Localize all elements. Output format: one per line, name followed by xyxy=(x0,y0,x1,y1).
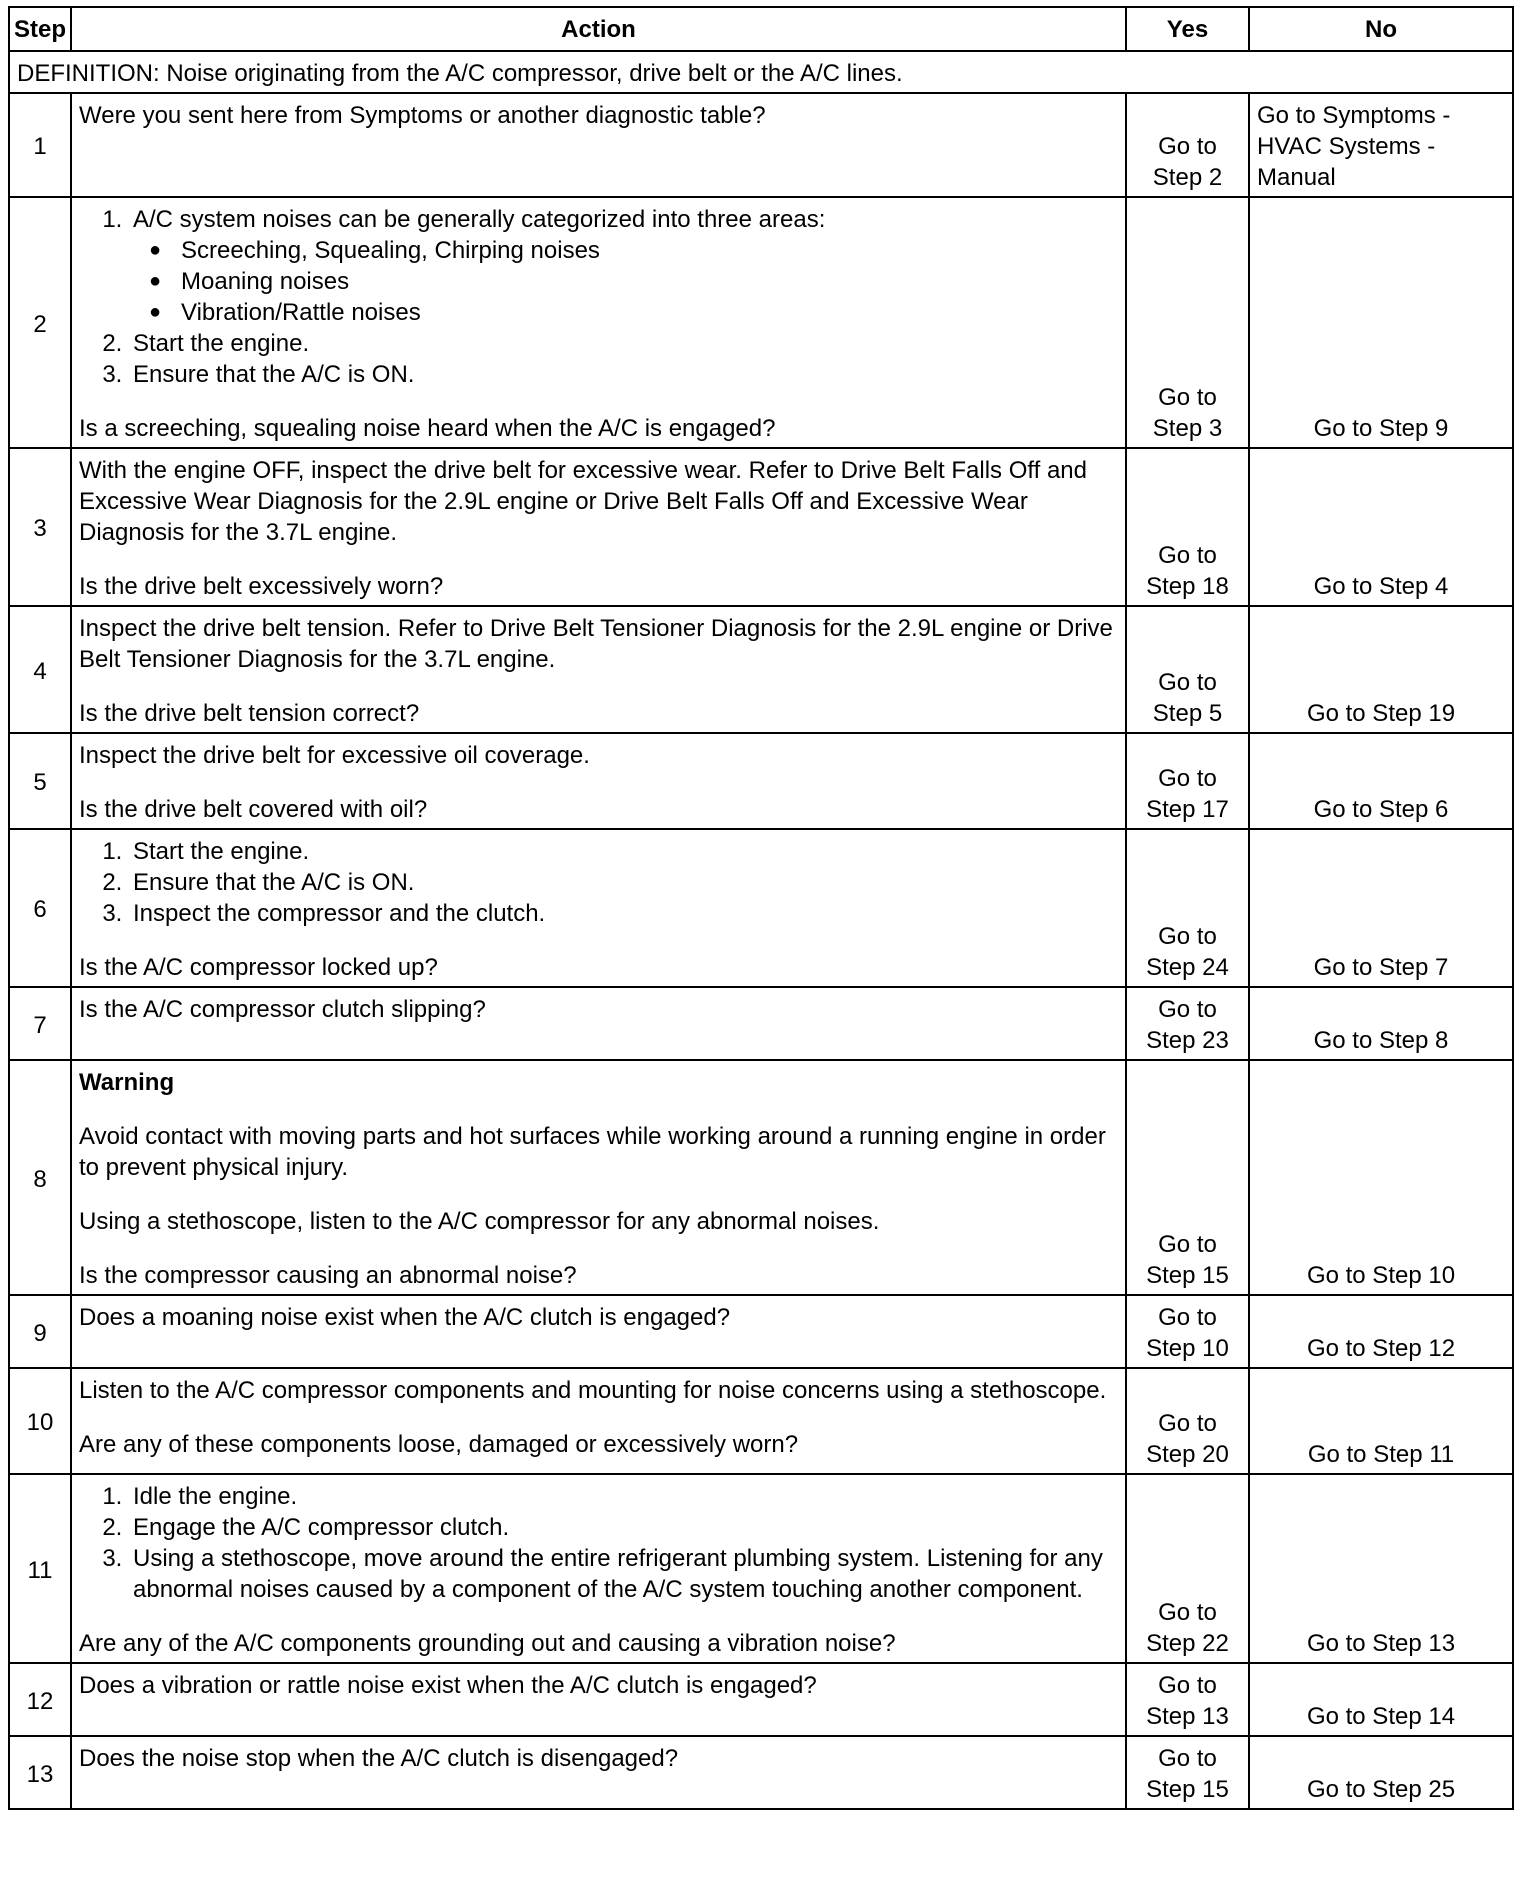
action-cell xyxy=(71,1474,1126,1663)
list-item: 2. Start the engine. xyxy=(129,328,1118,359)
table-row xyxy=(9,1474,1513,1663)
step-number: 2 xyxy=(9,197,71,448)
list-item: 1. Idle the engine. xyxy=(129,1481,1118,1512)
step-number: 3 xyxy=(9,448,71,606)
no-link[interactable]: Go to Step 9 xyxy=(1313,415,1449,442)
no-link[interactable]: Go to Step 19 xyxy=(1306,700,1456,727)
table-row xyxy=(9,1295,1513,1368)
yes-link[interactable]: Go to Step 23 xyxy=(1146,996,1229,1054)
step-number: 11 xyxy=(9,1474,71,1663)
no-cell xyxy=(1249,1736,1513,1809)
yes-link[interactable]: Go to Step 24 xyxy=(1146,923,1229,981)
question-text: Does the noise stop when the A/C clutch is disengaged? xyxy=(79,1745,679,1772)
header-row xyxy=(9,7,1513,51)
instruction-text: Using a stethoscope, listen to the A/C compressor for any abnormal noises. xyxy=(79,1208,880,1235)
step-number: 10 xyxy=(9,1368,71,1474)
yes-cell xyxy=(1126,1060,1249,1295)
yes-link[interactable]: Go to Step 15 xyxy=(1146,1745,1229,1803)
instruction-text: Inspect the drive belt for excessive oil coverage. xyxy=(79,742,590,769)
header-step: Step xyxy=(9,7,71,51)
no-link[interactable]: Go to Step 10 xyxy=(1306,1262,1456,1289)
step-number: 6 xyxy=(9,829,71,987)
yes-link[interactable]: Go to Step 22 xyxy=(1146,1599,1229,1657)
question-text: Does a moaning noise exist when the A/C clutch is engaged? xyxy=(79,1304,731,1331)
yes-link[interactable]: Go to Step 18 xyxy=(1146,542,1229,600)
yes-cell xyxy=(1126,1368,1249,1474)
action-cell xyxy=(71,1295,1126,1368)
question-text: Does a vibration or rattle noise exist when the A/C clutch is engaged? xyxy=(79,1672,817,1699)
step-number: 5 xyxy=(9,733,71,829)
yes-link[interactable]: Go to Step 17 xyxy=(1146,765,1229,823)
no-cell xyxy=(1249,1295,1513,1368)
question-text: Is the drive belt excessively worn? xyxy=(79,573,444,600)
table-row xyxy=(9,1060,1513,1295)
step-number: 12 xyxy=(9,1663,71,1736)
bullet-list xyxy=(133,235,1118,328)
table-row xyxy=(9,733,1513,829)
no-link[interactable]: Go to Step 13 xyxy=(1306,1630,1456,1657)
yes-link[interactable]: Go to Step 15 xyxy=(1146,1231,1229,1289)
table-row xyxy=(9,197,1513,448)
procedure-list xyxy=(79,204,1118,390)
no-cell xyxy=(1249,93,1513,197)
yes-cell xyxy=(1126,448,1249,606)
question-text: Is the compressor causing an abnormal noise? xyxy=(79,1262,577,1289)
no-cell xyxy=(1249,1368,1513,1474)
list-item: 3. Ensure that the A/C is ON. xyxy=(129,359,1118,390)
table-row xyxy=(9,1368,1513,1474)
table-row xyxy=(9,987,1513,1060)
action-cell xyxy=(71,197,1126,448)
list-item: 2. Ensure that the A/C is ON. xyxy=(129,867,1118,898)
action-cell xyxy=(71,987,1126,1060)
list-item: 3. Inspect the compressor and the clutch. xyxy=(129,898,1118,929)
procedure-list xyxy=(79,1481,1118,1605)
question-text: Is the A/C compressor locked up? xyxy=(79,954,438,981)
definition-row xyxy=(9,51,1513,93)
question-text: Are any of these components loose, damaged or excessively worn? xyxy=(79,1431,799,1458)
step-number: 9 xyxy=(9,1295,71,1368)
table-row xyxy=(9,606,1513,733)
table-row xyxy=(9,829,1513,987)
table-row xyxy=(9,1663,1513,1736)
action-cell xyxy=(71,606,1126,733)
yes-link[interactable]: Go to Step 13 xyxy=(1146,1672,1229,1730)
table-row xyxy=(9,93,1513,197)
yes-cell xyxy=(1126,1663,1249,1736)
action-cell xyxy=(71,733,1126,829)
question-text: Were you sent here from Symptoms or another diagnostic table? xyxy=(79,102,766,129)
yes-link[interactable]: Go to Step 20 xyxy=(1146,1410,1229,1468)
definition-text: DEFINITION: Noise originating from the A/C compressor, drive belt or the A/C lines. xyxy=(9,51,1513,93)
no-link[interactable]: Go to Step 4 xyxy=(1313,573,1449,600)
action-cell xyxy=(71,1736,1126,1809)
yes-cell xyxy=(1126,1295,1249,1368)
yes-link[interactable]: Go to Step 10 xyxy=(1146,1304,1229,1362)
list-item: 2. Engage the A/C compressor clutch. xyxy=(129,1512,1118,1543)
action-cell xyxy=(71,1663,1126,1736)
action-cell xyxy=(71,829,1126,987)
action-cell xyxy=(71,448,1126,606)
question-text: Is a screeching, squealing noise heard when the A/C is engaged? xyxy=(79,415,776,442)
yes-link[interactable]: Go to Step 5 xyxy=(1152,669,1223,727)
step-number: 1 xyxy=(9,93,71,197)
no-cell xyxy=(1249,733,1513,829)
no-link[interactable]: Go to Step 25 xyxy=(1306,1776,1456,1803)
action-cell xyxy=(71,1060,1126,1295)
question-text: Are any of the A/C components grounding out and causing a vibration noise? xyxy=(79,1630,896,1657)
yes-cell xyxy=(1126,829,1249,987)
bullet-item: ● Screeching, Squealing, Chirping noises xyxy=(181,235,1118,266)
no-cell xyxy=(1249,448,1513,606)
list-item: 3. Using a stethoscope, move around the entire refrigerant plumbing system. Listening for any abnormal noises caused by a component of the A/C system touching another component. xyxy=(129,1543,1118,1605)
no-link[interactable]: Go to Step 7 xyxy=(1313,954,1449,981)
action-cell xyxy=(71,93,1126,197)
yes-cell xyxy=(1126,1474,1249,1663)
header-action: Action xyxy=(71,7,1126,51)
yes-cell xyxy=(1126,733,1249,829)
bullet-item: ● Vibration/Rattle noises xyxy=(181,297,1118,328)
no-cell xyxy=(1249,197,1513,448)
yes-cell xyxy=(1126,93,1249,197)
no-link[interactable]: Go to Step 11 xyxy=(1307,1441,1455,1468)
no-link[interactable]: Go to Symptoms - HVAC Systems - Manual xyxy=(1257,102,1451,191)
list-item: 1. Start the engine. xyxy=(129,836,1118,867)
no-cell xyxy=(1249,606,1513,733)
instruction-text: With the engine OFF, inspect the drive belt for excessive wear. Refer to Drive Belt Falls Off and Excessive Wear Diagnosis for the 2.9L engine or Drive Belt Falls Off and Excessive Wear Diagnosis for the 3.7L engine. xyxy=(79,457,1087,546)
warning-text: Avoid contact with moving parts and hot surfaces while working around a running engine in order to prevent physical injury. xyxy=(79,1123,1106,1181)
no-cell xyxy=(1249,1663,1513,1736)
yes-cell xyxy=(1126,606,1249,733)
question-text: Is the A/C compressor clutch slipping? xyxy=(79,996,486,1023)
yes-cell xyxy=(1126,197,1249,448)
yes-cell xyxy=(1126,987,1249,1060)
action-cell xyxy=(71,1368,1126,1474)
table-row xyxy=(9,448,1513,606)
step-number: 13 xyxy=(9,1736,71,1809)
no-cell xyxy=(1249,1474,1513,1663)
question-text: Is the drive belt covered with oil? xyxy=(79,796,428,823)
step-number: 8 xyxy=(9,1060,71,1295)
no-link[interactable]: Go to Step 6 xyxy=(1313,796,1449,823)
step-number: 4 xyxy=(9,606,71,733)
diagnostic-table xyxy=(8,6,1514,1810)
no-link[interactable]: Go to Step 14 xyxy=(1306,1703,1456,1730)
step-number: 7 xyxy=(9,987,71,1060)
yes-link[interactable]: Go to Step 3 xyxy=(1152,384,1223,442)
no-cell xyxy=(1249,1060,1513,1295)
header-yes: Yes xyxy=(1126,7,1249,51)
procedure-list xyxy=(79,836,1118,929)
list-item xyxy=(129,204,1118,328)
question-text: Is the drive belt tension correct? xyxy=(79,700,420,727)
no-cell xyxy=(1249,829,1513,987)
table-row xyxy=(9,1736,1513,1809)
instruction-text: Listen to the A/C compressor components and mounting for noise concerns using a stethoscope. xyxy=(79,1377,1107,1404)
no-link[interactable]: Go to Step 8 xyxy=(1313,1027,1449,1054)
yes-link[interactable]: Go to Step 2 xyxy=(1152,133,1223,191)
no-link[interactable]: Go to Step 12 xyxy=(1306,1335,1456,1362)
yes-cell xyxy=(1126,1736,1249,1809)
no-cell xyxy=(1249,987,1513,1060)
list-item-text: A/C system noises can be generally categorized into three areas: xyxy=(133,206,826,233)
bullet-item: ● Moaning noises xyxy=(181,266,1118,297)
instruction-text: Inspect the drive belt tension. Refer to Drive Belt Tensioner Diagnosis for the 2.9L engine or Drive Belt Tensioner Diagnosis for the 3.7L engine. xyxy=(79,615,1113,673)
header-no: No xyxy=(1249,7,1513,51)
warning-heading: Warning xyxy=(79,1069,175,1096)
